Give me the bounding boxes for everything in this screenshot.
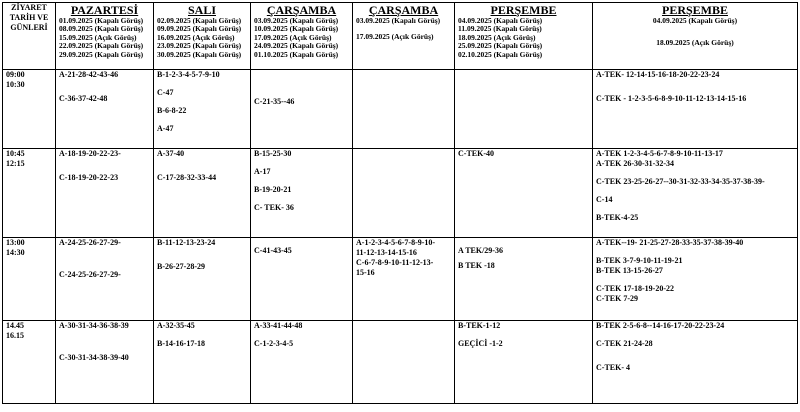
time-slot-cell: [3, 149, 56, 238]
day-header-persembe: [455, 3, 593, 70]
time-slot-cell: [3, 70, 56, 149]
group-entry: B-19-20-21: [254, 185, 292, 194]
day-header-carsamba-2: [353, 3, 455, 70]
day-title: PERŞEMBE: [490, 3, 557, 17]
date-line: 09.09.2025 (Kapalı Görüş): [157, 24, 242, 34]
date-line: 01.10.2025 (Kapalı Görüş): [254, 49, 339, 59]
group-entry: C-41-43-45: [254, 246, 292, 255]
date-line: 18.09.2025 (Açık Görüş): [656, 38, 734, 48]
schedule-cell: [455, 321, 593, 404]
time-start: 13:00: [6, 238, 25, 247]
header-row: [3, 3, 798, 70]
date-line: 04.09.2025 (Kapalı Görüş): [652, 16, 738, 25]
day-title: SALI: [187, 3, 216, 17]
date-line: 03.09.2025 (Kapalı Görüş): [254, 16, 339, 25]
group-entry: A-18-19-20-22-23-: [59, 149, 121, 158]
schedule-cell: [593, 149, 798, 238]
group-entry: 11-12-13-14-15-16: [356, 248, 417, 257]
group-entry: B-15-25-30: [254, 149, 292, 158]
group-entry: B-TEK-1-12: [458, 321, 501, 330]
time-slot-row: [3, 149, 798, 238]
date-line: 18.09.2025 (Açık Görüş): [458, 32, 536, 42]
group-entry: B-14-16-17-18: [157, 339, 205, 348]
group-entry: C-18-19-20-22-23: [59, 173, 119, 182]
date-line: 11.09.2025 (Kapalı Görüş): [458, 24, 542, 34]
group-entry: A TEK/29-36: [458, 246, 503, 255]
group-entry: A-33-41-44-48: [254, 321, 303, 330]
day-title: ÇARŞAMBA: [368, 3, 439, 17]
group-entry: C-TEK - 1-2-3-5-6-8-9-10-11-12-13-14-15-16: [596, 94, 747, 103]
date-line: 17.09.2025 (Açık Görüş): [356, 32, 434, 42]
time-slot-row: [3, 321, 798, 404]
schedule-cell: [56, 70, 154, 149]
group-entry: A-24-25-26-27-29-: [59, 238, 121, 247]
schedule-cell: [251, 321, 353, 404]
schedule-cell: [251, 238, 353, 321]
schedule-cell: [353, 238, 455, 321]
group-entry: A-TEK--19- 21-25-27-28-33-35-37-38-39-40: [596, 238, 744, 247]
schedule-cell: [455, 70, 593, 149]
group-entry: A-TEK 26-30-31-32-34: [596, 159, 674, 168]
group-entry: C-24-25-26-27-29-: [59, 270, 121, 279]
schedule-cell: [593, 321, 798, 404]
date-line: 16.09.2025 (Açık Görüş): [157, 32, 235, 42]
visit-schedule-table: [2, 2, 798, 404]
corner-line: GÜNLERİ: [10, 23, 48, 32]
schedule-cell: [154, 70, 251, 149]
group-entry: C-TEK 21-24-28: [596, 339, 653, 348]
schedule-cell: [56, 238, 154, 321]
group-entry: A-30-31-34-36-38-39: [59, 321, 129, 330]
group-entry: A-21-28-42-43-46: [59, 70, 119, 79]
date-line: 25.09.2025 (Kapalı Görüş): [458, 41, 543, 51]
schedule-cell: [455, 149, 593, 238]
time-slot-row: [3, 70, 798, 149]
date-line: 08.09.2025 (Kapalı Görüş): [59, 24, 144, 34]
group-entry: C-17-28-32-33-44: [157, 173, 217, 182]
day-title: PERŞEMBE: [661, 3, 728, 17]
group-entry: C- TEK- 36: [254, 203, 294, 212]
time-end: 16.15: [6, 331, 24, 340]
time-slot-row: [3, 238, 798, 321]
group-entry: A-17: [254, 167, 271, 176]
date-line: 10.09.2025 (Kapalı Görüş): [254, 24, 339, 34]
group-entry: B-TEK 2-5-6-8--14-16-17-20-22-23-24: [596, 321, 725, 330]
corner-line: TARİH VE: [9, 13, 49, 22]
date-line: 02.10.2025 (Kapalı Görüş): [458, 49, 543, 59]
day-header-persembe-2: [593, 3, 798, 70]
group-entry: B-TEK 13-15-26-27: [596, 266, 663, 275]
time-slot-cell: [3, 321, 56, 404]
date-line: 15.09.2025 (Açık Görüş): [59, 32, 137, 42]
schedule-cell: [154, 321, 251, 404]
time-end: 12:15: [6, 159, 25, 168]
schedule-cell: [56, 321, 154, 404]
schedule-cell: [251, 70, 353, 149]
group-entry: A-47: [157, 124, 174, 133]
group-entry: B TEK -18: [458, 261, 495, 270]
date-line: 29.09.2025 (Kapalı Görüş): [59, 49, 144, 59]
group-entry: C-21-35--46: [254, 97, 295, 106]
group-entry: C-47: [157, 88, 174, 97]
schedule-cell: [593, 70, 798, 149]
group-entry: C-6-7-8-9-10-11-12-13-: [356, 258, 434, 267]
schedule-cell: [251, 149, 353, 238]
group-entry: C-30-31-34-38-39-40: [59, 353, 129, 362]
schedule-cell: [455, 238, 593, 321]
date-line: 23.09.2025 (Kapalı Görüş): [157, 41, 242, 51]
time-slot-cell: [3, 238, 56, 321]
group-entry: B-6-8-22: [157, 106, 187, 115]
group-entry: A-37-40: [157, 149, 185, 158]
group-entry: C-TEK-40: [458, 149, 494, 158]
group-entry: A-TEK 1-2-3-4-5-6-7-8-9-10-11-13-17: [596, 149, 723, 158]
day-header-pazartesi: [56, 3, 154, 70]
group-entry: C-36-37-42-48: [59, 94, 108, 103]
date-line: 03.09.2025 (Kapalı Görüş): [356, 16, 441, 25]
date-line: 04.09.2025 (Kapalı Görüş): [458, 16, 543, 25]
group-entry: C-1-2-3-4-5: [254, 339, 294, 348]
group-entry: 15-16: [356, 268, 375, 277]
time-start: 10:45: [6, 149, 25, 158]
group-entry: C-TEK 17-18-19-20-22: [596, 284, 674, 293]
schedule-cell: [154, 149, 251, 238]
schedule-cell: [353, 149, 455, 238]
schedule-cell: [353, 70, 455, 149]
group-entry: B-1-2-3-4-5-7-9-10: [157, 70, 220, 79]
group-entry: C-TEK 23-25-26-27--30-31-32-33-34-35-37-38-39-: [596, 177, 765, 186]
date-line: 30.09.2025 (Kapalı Görüş): [157, 49, 242, 59]
day-title: ÇARŞAMBA: [266, 3, 337, 17]
day-title: PAZARTESİ: [70, 3, 139, 17]
group-entry: B-11-12-13-23-24: [157, 238, 216, 247]
corner-cell: [3, 3, 56, 70]
schedule-cell: [56, 149, 154, 238]
date-line: 24.09.2025 (Kapalı Görüş): [254, 41, 339, 51]
date-line: 01.09.2025 (Kapalı Görüş): [59, 16, 144, 25]
group-entry: A-1-2-3-4-5-6-7-8-9-10-: [356, 238, 436, 247]
date-line: 22.09.2025 (Kapalı Görüş): [59, 41, 144, 51]
time-end: 10:30: [6, 80, 25, 89]
group-entry: GEÇİCİ -1-2: [458, 339, 503, 348]
group-entry: B-TEK 3-7-9-10-11-19-21: [596, 256, 683, 265]
group-entry: C-TEK 7-29: [596, 294, 638, 303]
corner-line: ZİYARET: [11, 3, 47, 12]
group-entry: C-TEK- 4: [596, 363, 630, 372]
group-entry: B-TEK-4-25: [596, 213, 639, 222]
schedule-cell: [154, 238, 251, 321]
day-header-carsamba: [251, 3, 353, 70]
day-header-sali: [154, 3, 251, 70]
schedule-cell: [353, 321, 455, 404]
date-line: 02.09.2025 (Kapalı Görüş): [157, 16, 242, 25]
group-entry: B-26-27-28-29: [157, 262, 205, 271]
group-entry: C-14: [596, 195, 613, 204]
schedule-cell: [593, 238, 798, 321]
date-line: 17.09.2025 (Açık Görüş): [254, 32, 332, 42]
time-start: 14.45: [6, 321, 24, 330]
time-end: 14:30: [6, 248, 25, 257]
time-start: 09:00: [6, 70, 25, 79]
group-entry: A-TEK- 12-14-15-16-18-20-22-23-24: [596, 70, 720, 79]
group-entry: A-32-35-45: [157, 321, 195, 330]
